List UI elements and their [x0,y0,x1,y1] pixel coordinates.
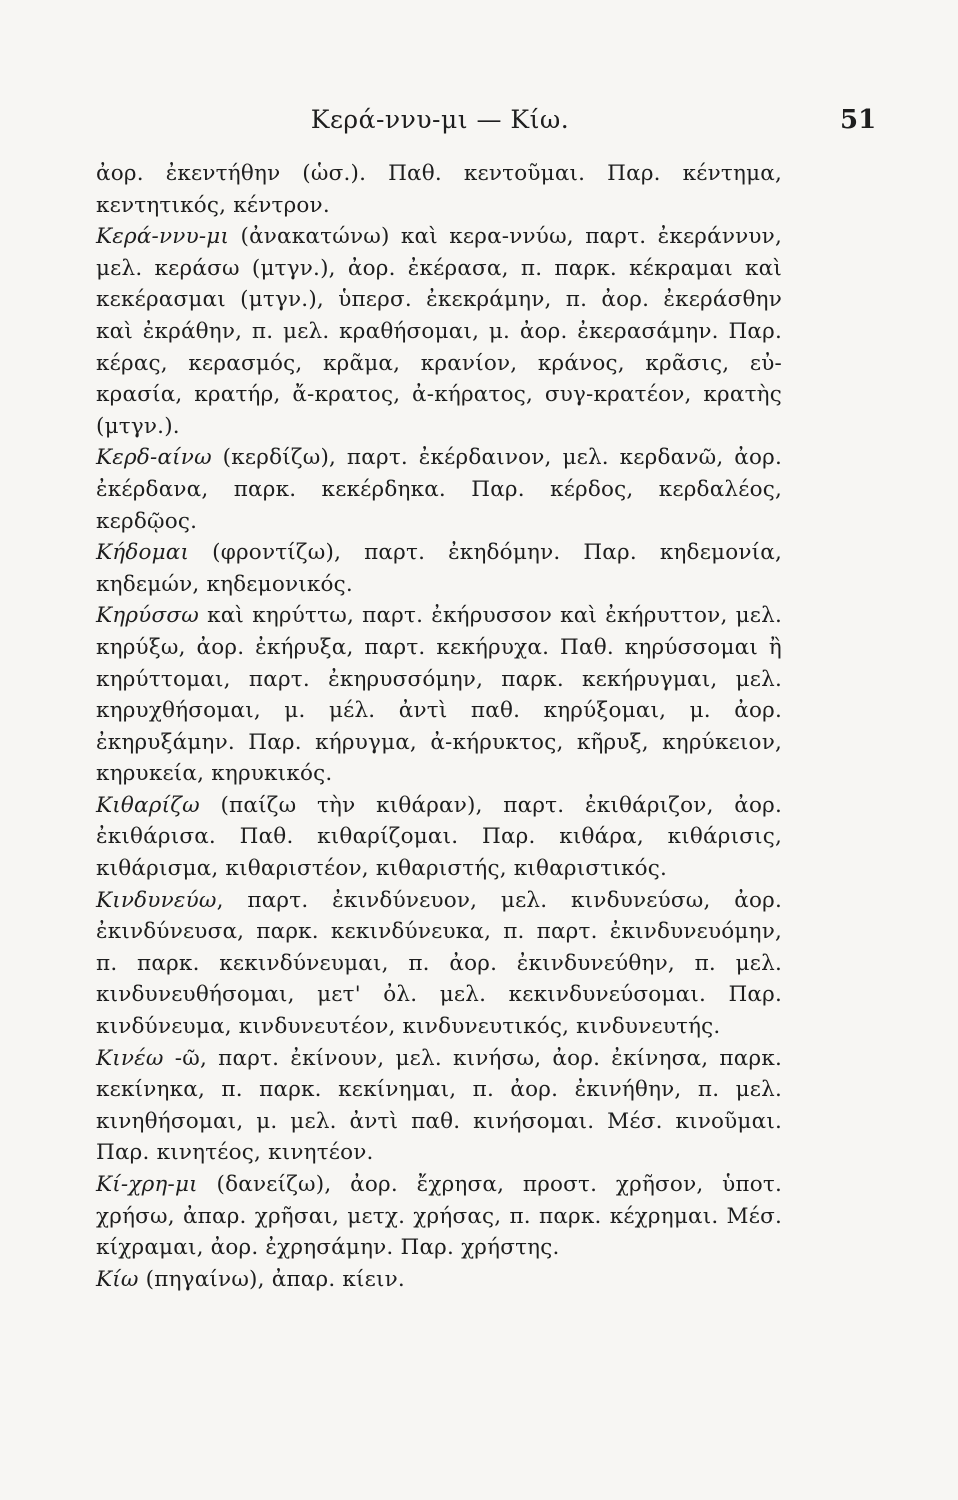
entry-kerannymi [96,221,782,442]
dictionary-text [96,158,782,1295]
entry-kedomai [96,537,782,600]
entry-kio [96,1264,782,1296]
page-number: 51 [840,105,877,135]
entry-body: (πηγαίνω), ἀπαρ. κίειν. [138,1266,405,1292]
entry-kichremi [96,1169,782,1264]
entry-lemma: Κινδυνεύω [96,887,217,913]
running-head: Κερά-ννυ-μι — Κίω. [310,105,570,134]
entry-body: (ἀνακατώνω) καὶ κερα-ννύω, παρτ. ἐκεράννυν, μελ. κεράσω (μτγν.), ἀορ. ἐκέρασα, π. παρκ. κέκραμαι καὶ κεκέρασμαι (μτγν.), ὑπερσ. ἐκεκράμην, π. ἀορ. ἐκεράσθην καὶ ἐκράθην, π. μελ. κραθήσομαι, μ. ἀορ. ἐκερασάμην. Παρ. κέρας, κερασμός, κρᾶμα, κρανίον, κράνος, κρᾶσις, εὐ-κρασία, κρατήρ, ἄ-κρατος, ἀ-κήρατος, συγ-κρατέον, κρατὴς (μτγν.). [96,224,782,439]
entry-continuation [96,158,782,221]
entry-kineo [96,1043,782,1169]
entry-body: -ῶ, παρτ. ἐκίνουν, μελ. κινήσω, ἀορ. ἐκίνησα, παρκ. κεκίνηκα, π. παρκ. κεκίνημαι, π. ἀορ. ἐκινήθην, π. μελ. κινηθήσομαι, μ. μελ. ἀντὶ παθ. κινήσομαι. Μέσ. κινοῦμαι. Παρ. κινητέος, κινητέον. [96,1045,782,1166]
entry-kerdaino [96,442,782,537]
entry-kerysso [96,600,782,790]
entry-lemma: Κερδ-αίνω [96,445,212,471]
entry-body: (κερδίζω), παρτ. ἐκέρδαινον, μελ. κερδανῶ, ἀορ. ἐκέρδανα, παρκ. κεκέρδηκα. Παρ. κέρδος, κερδαλέος, κερδῷος. [96,445,782,534]
entry-body: ἀορ. ἐκεντήθην (ὡσ.). Παθ. κεντοῦμαι. Παρ. κέντημα, κεντητικός, κέντρον. [96,161,782,218]
entry-lemma: Κηρύσσω [96,603,199,629]
entry-lemma: Κιθαρίζω [96,792,200,818]
page-header [0,102,958,142]
entry-body: (δανείζω), ἀορ. ἔχρησα, προστ. χρῆσον, ὑποτ. χρήσω, ἀπαρ. χρῆσαι, μετχ. χρήσας, π. παρκ. κέχρημαι. Μέσ. κίχραμαι, ἀορ. ἐχρησάμην. Παρ. χρήστης. [96,1172,782,1261]
entry-lemma: Κήδομαι [96,540,190,566]
entry-lemma: Κί-χρη-μι [96,1172,198,1197]
entry-body: καὶ κηρύττω, παρτ. ἐκήρυσσον καὶ ἐκήρυττον, μελ. κηρύξω, ἀορ. ἐκήρυξα, παρτ. κεκήρυχα. Παθ. κηρύσσομαι ἢ κηρύττομαι, παρτ. ἐκηρυσσόμην, παρκ. κεκήρυγμαι, μελ. κηρυχθήσομαι, μ. μέλ. ἀντὶ παθ. κηρύξομαι, μ. ἀορ. ἐκηρυξάμην. Παρ. κήρυγμα, ἀ-κήρυκτος, κῆρυξ, κηρύκειον, κηρυκεία, κηρυκικός. [96,603,782,787]
entry-body: (παίζω τὴν κιθάραν), παρτ. ἐκιθάριζον, ἀορ. ἐκιθάρισα. Παθ. κιθαρίζομαι. Παρ. κιθάρα, κιθάρισις, κιθάρισμα, κιθαριστέον, κιθαριστής, κιθαριστικός. [96,792,782,882]
entry-lemma: Κινέω [96,1045,164,1071]
entry-body: , παρτ. ἐκινδύνευον, μελ. κινδυνεύσω, ἀορ. ἐκινδύνευσα, παρκ. κεκινδύνευκα, π. παρτ. ἐκινδυνευόμην, π. παρκ. κεκινδύνευμαι, π. ἀορ. ἐκινδυνεύθην, π. μελ. κινδυνευθήσομαι, μετ' ὀλ. μελ. κεκινδυνεύσομαι. Παρ. κινδύνευμα, κινδυνευτέον, κινδυνευτικός, κινδυνευτής. [96,887,782,1040]
entry-body: (φροντίζω), παρτ. ἐκηδόμην. Παρ. κηδεμονία, κηδεμών, κηδεμονικός. [96,540,782,597]
entry-lemma: Κίω [96,1266,139,1292]
entry-lemma: Κερά-ννυ-μι [96,224,230,250]
entry-kitharizo [96,790,782,885]
entry-kindyneuo [96,885,782,1043]
